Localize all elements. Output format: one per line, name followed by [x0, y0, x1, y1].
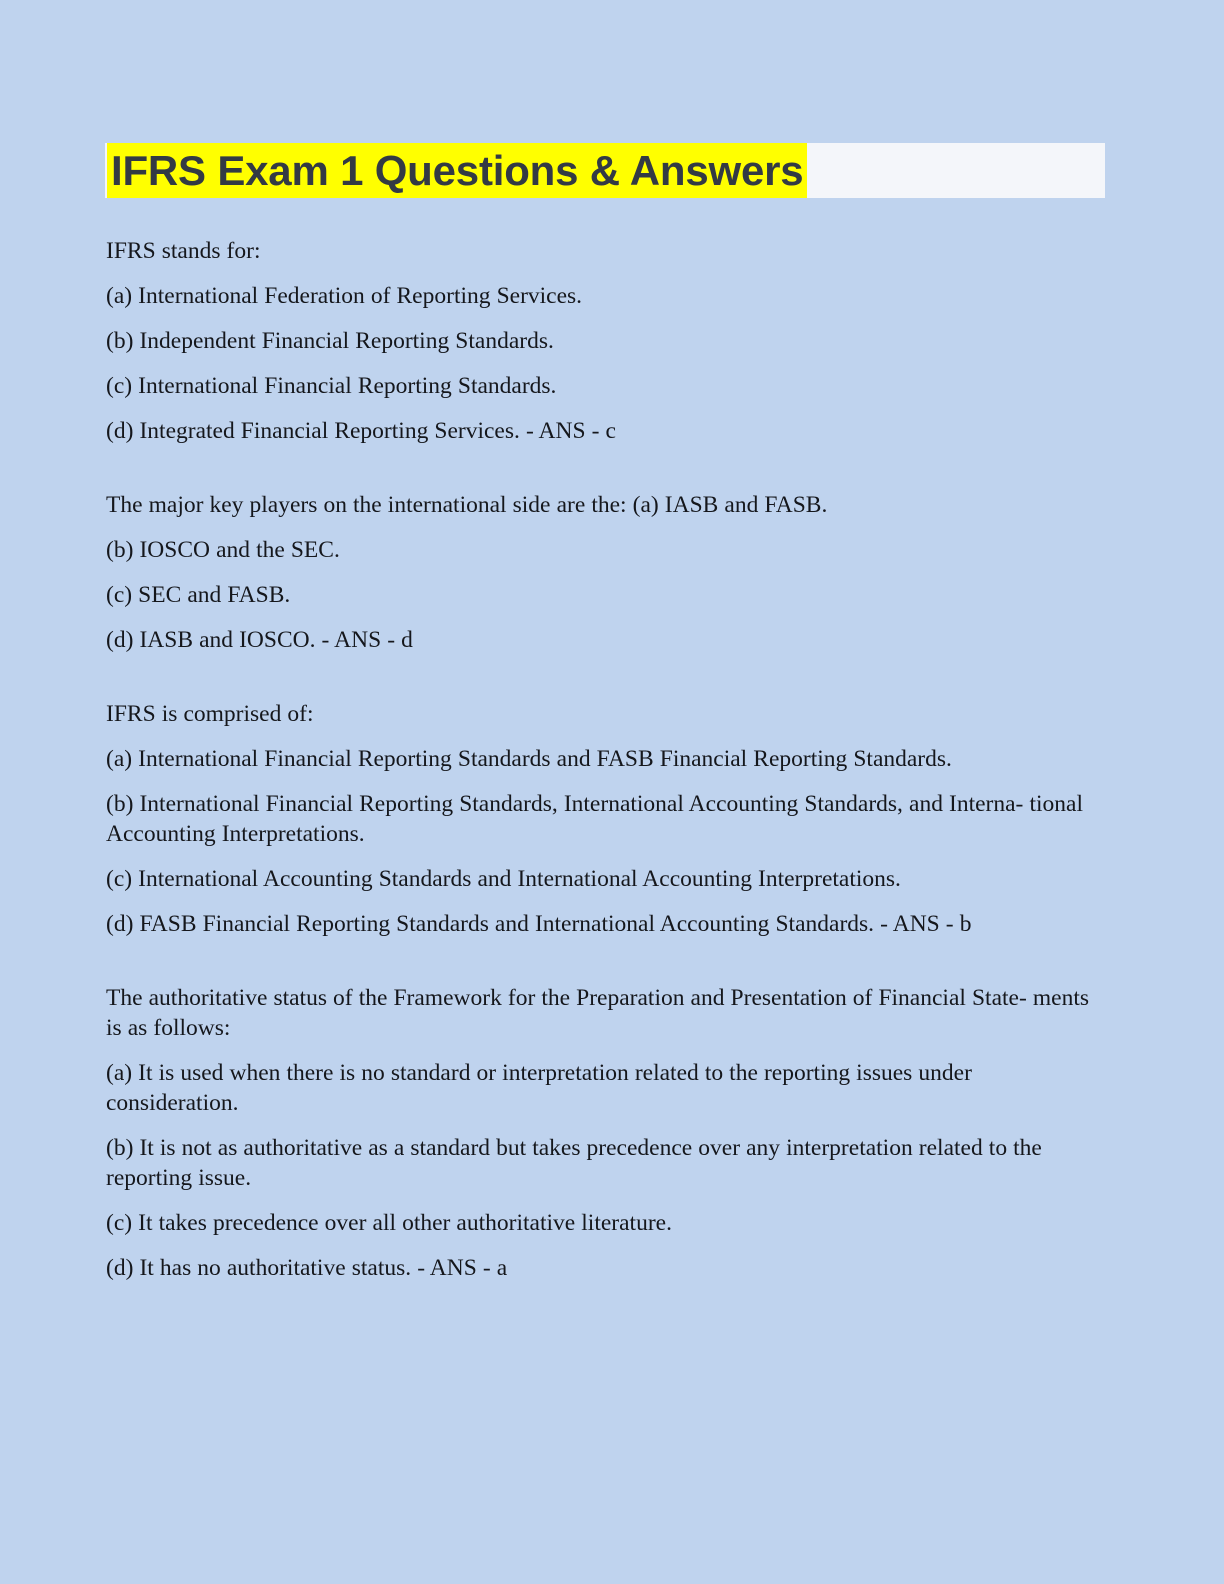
answer-option-c: (c) International Accounting Standards and International Accounting Interpretations.: [106, 866, 901, 892]
answer-option-d: (d) FASB Financial Reporting Standards and International Accounting Standards. - ANS - b: [106, 911, 972, 937]
answer-option-d: (d) Integrated Financial Reporting Services. - ANS - c: [106, 418, 616, 444]
answer-option-b: (b) Independent Financial Reporting Standards.: [106, 328, 554, 354]
question-prompt: The authoritative status of the Framework for the Preparation and Presentation of Financial State- ments is as follows:: [106, 985, 1089, 1041]
question-block: [106, 699, 1106, 939]
answer-option-d: (d) It has no authoritative status. - ANS - a: [106, 1255, 508, 1281]
answer-option-a: (a) International Financial Reporting Standards and FASB Financial Reporting Standards.: [106, 746, 952, 772]
answer-option-c: (c) It takes precedence over all other authoritative literature.: [106, 1210, 672, 1236]
answer-option-c: (c) SEC and FASB.: [106, 582, 291, 608]
question-block: [106, 983, 1106, 1283]
question-prompt: IFRS is comprised of:: [106, 701, 314, 727]
answer-option-a: (a) It is used when there is no standard or interpretation related to the reporting issues under consideration.: [106, 1060, 972, 1116]
page-title: IFRS Exam 1 Questions & Answers: [107, 143, 807, 198]
question-prompt: The major key players on the international side are the: (a) IASB and FASB.: [106, 492, 828, 518]
question-block: [106, 490, 1106, 655]
question-prompt: IFRS stands for:: [106, 238, 261, 264]
question-block: [106, 236, 1106, 446]
answer-option-b: (b) It is not as authoritative as a standard but takes precedence over any interpretation related to the reporting issue.: [106, 1135, 1042, 1191]
answer-option-b: (b) International Financial Reporting Standards, International Accounting Standards, and Interna- tional Accounting Interpretations.: [106, 791, 1083, 847]
answer-option-b: (b) IOSCO and the SEC.: [106, 537, 340, 563]
answer-option-a: (a) International Federation of Reporting Services.: [106, 283, 583, 309]
document-body: [106, 236, 1106, 1283]
answer-option-c: (c) International Financial Reporting Standards.: [106, 373, 557, 399]
answer-option-d: (d) IASB and IOSCO. - ANS - d: [106, 627, 413, 653]
